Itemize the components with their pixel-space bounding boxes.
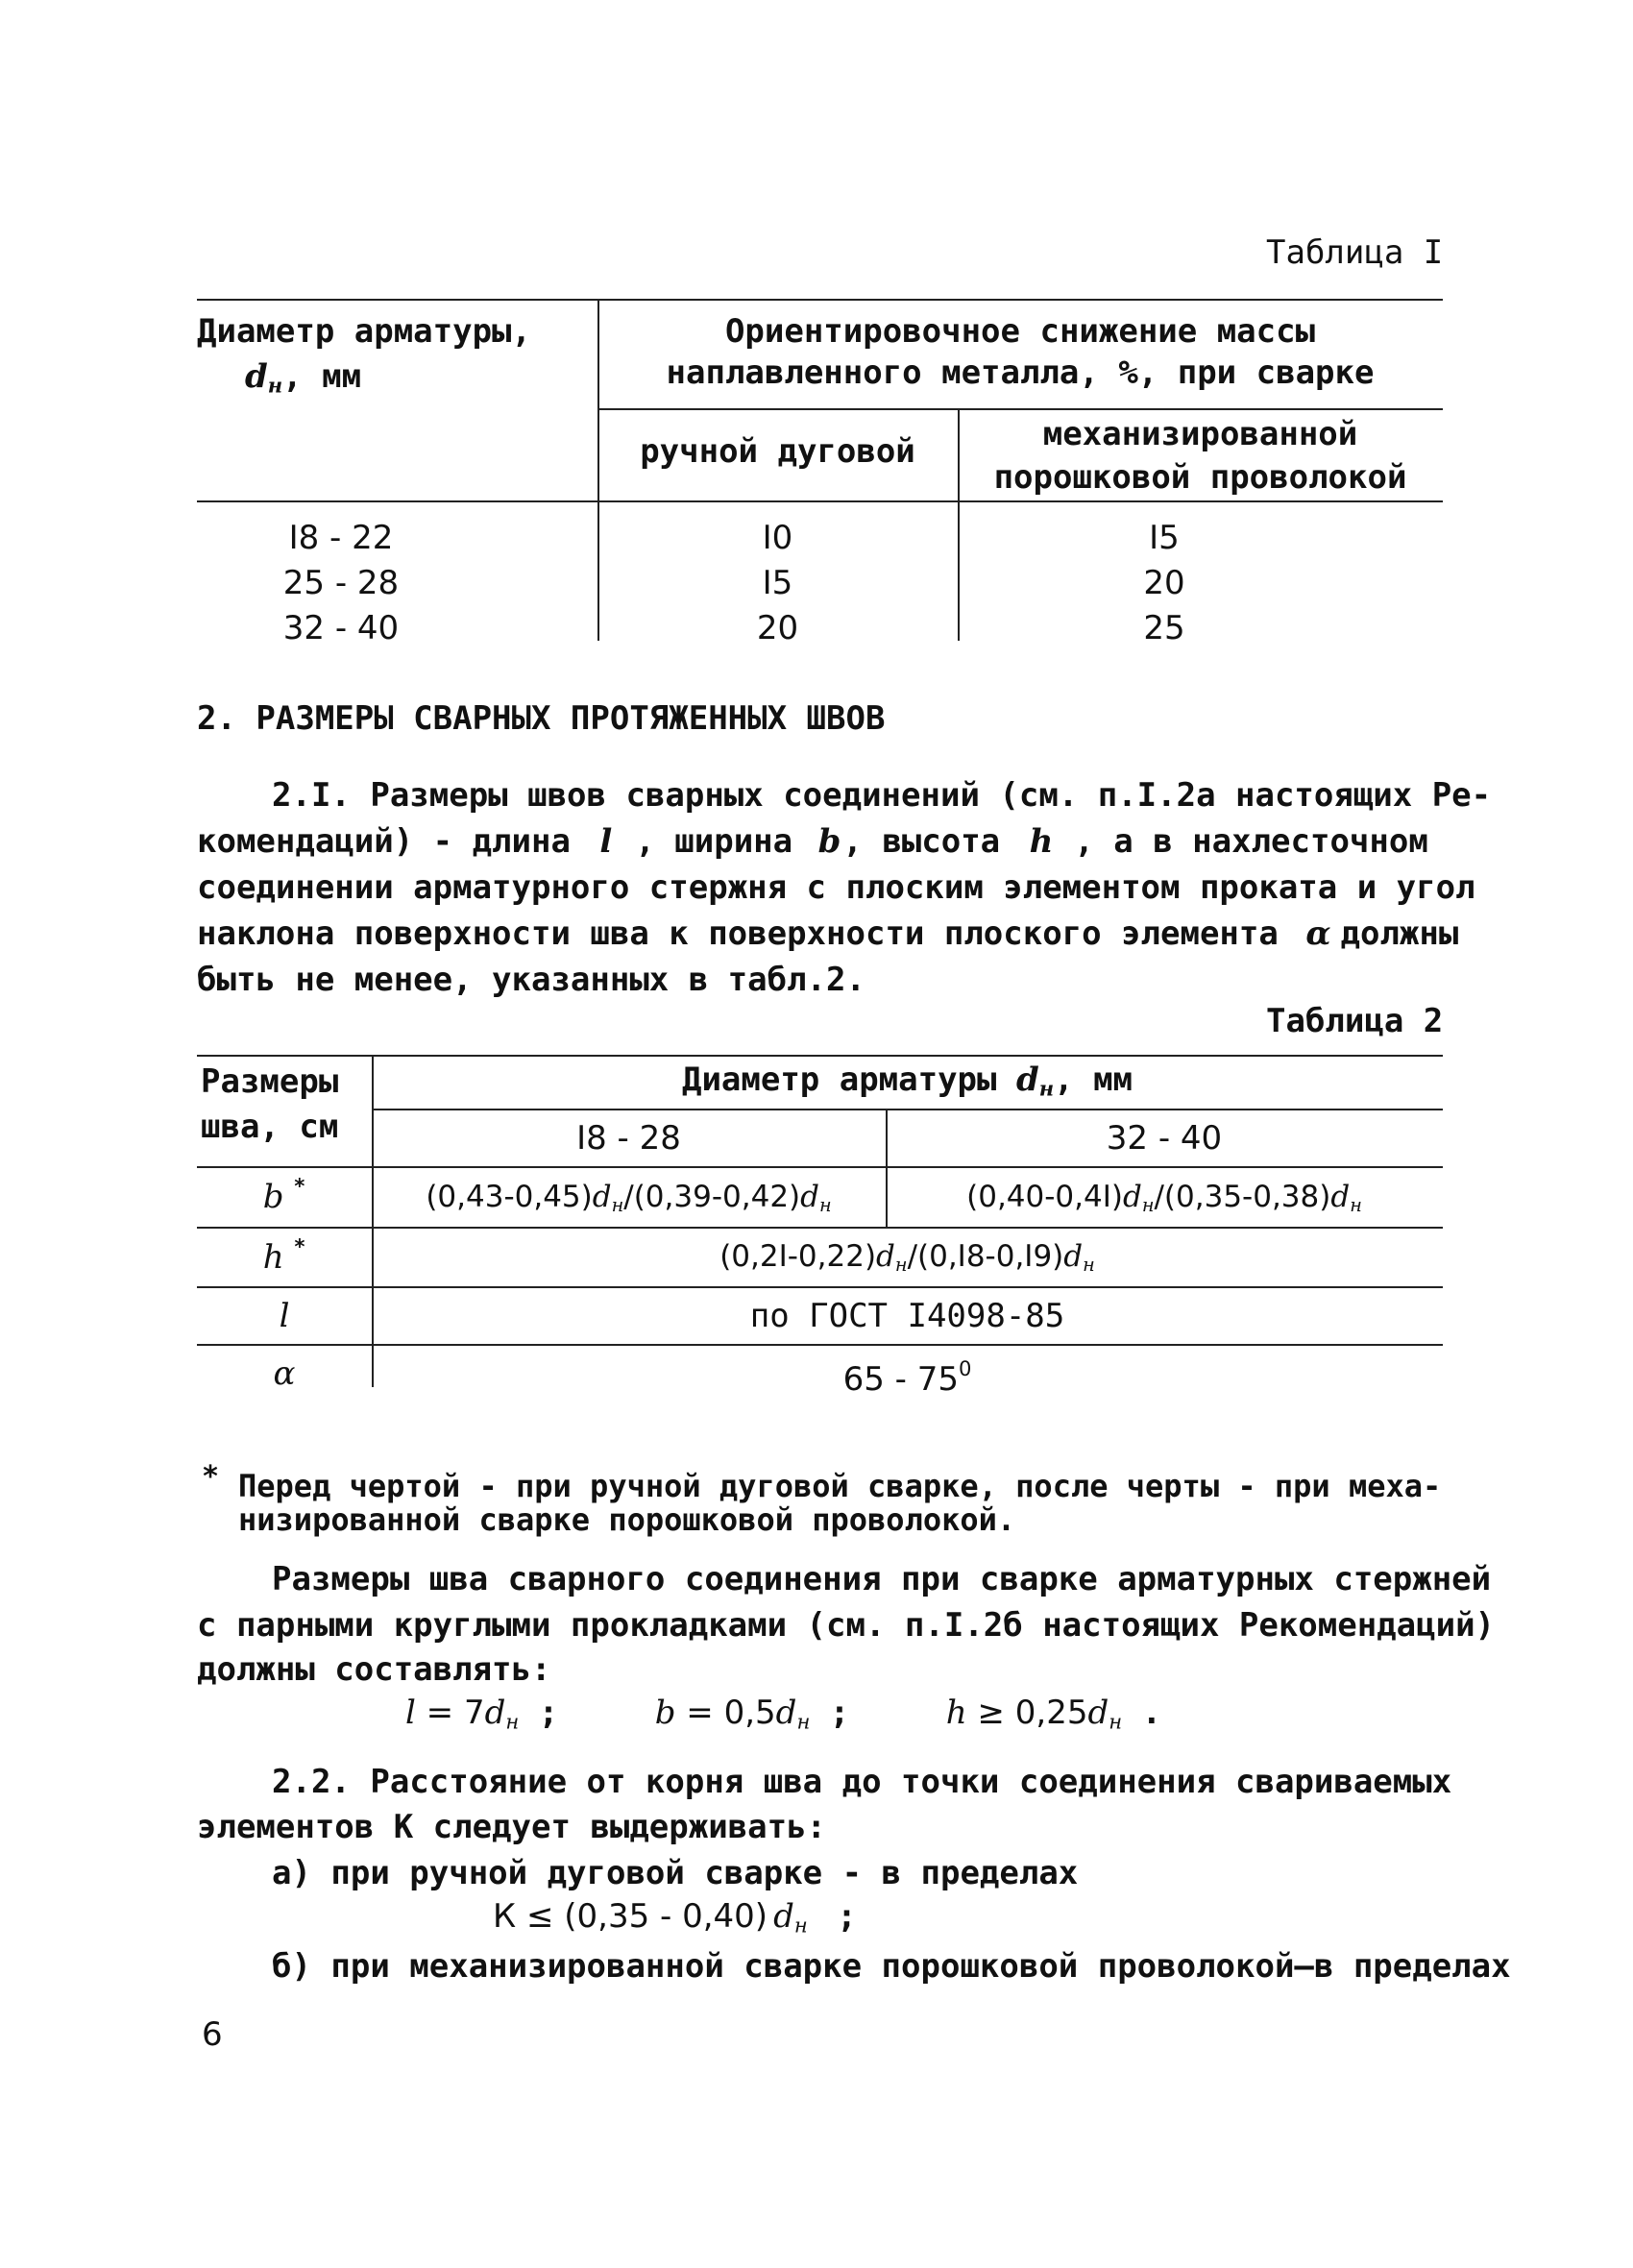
table1-col1-header-line2: [245, 357, 361, 397]
symbol-alpha: α: [1305, 915, 1331, 953]
symbol-d: d: [592, 1180, 612, 1214]
para-pads-line3: должны составлять:: [197, 1650, 551, 1689]
symbol-d: d: [1015, 1061, 1039, 1099]
table1-subheader-mech-line1: механизированной: [1042, 415, 1358, 453]
table1-row2-diameter: 25 - 28: [282, 564, 400, 602]
para21-line1: 2.I. Размеры швов сварных соединений (см. п.I.2а настоящих Ре-: [272, 776, 1492, 815]
table1-row3-mech: 25: [1143, 609, 1185, 647]
table2-col1-header-line1: Размеры: [201, 1062, 339, 1101]
para22-formula-a: [493, 1897, 857, 1937]
footnote-mark: *: [202, 1460, 220, 1494]
table1-subheader-rule: [597, 408, 1443, 410]
symbol-subscript: н: [1350, 1193, 1362, 1216]
table1-row2-manual: I5: [762, 564, 793, 602]
para21-line2: [197, 822, 1428, 861]
footnote-line2: низированной сварке порошковой проволокой.: [238, 1501, 1016, 1538]
degree-superscript: 0: [959, 1356, 972, 1380]
symbol-subscript: н: [267, 373, 283, 398]
symbol-d: d: [876, 1239, 895, 1274]
symbol-d: d: [245, 357, 268, 396]
formula-end: .: [1122, 1694, 1162, 1732]
symbol-d: d: [800, 1180, 819, 1214]
para21-line5: быть не менее, указанных в табл.2.: [197, 961, 865, 999]
symbol-subscript: н: [505, 1709, 520, 1734]
para21-text-c: , высота: [842, 822, 1001, 861]
symbol-h: h: [945, 1694, 967, 1732]
symbol-subscript: н: [894, 1253, 908, 1276]
para22-item-a: а) при ручной дуговой сварке - в пределах: [272, 1854, 1079, 1892]
symbol-subscript: н: [793, 1913, 808, 1938]
symbol-subscript: н: [1109, 1709, 1123, 1734]
formula-end: ;: [816, 1897, 857, 1936]
formula-text: = 7: [415, 1694, 485, 1732]
table1-caption: Таблица I: [1266, 233, 1444, 272]
symbol-alpha: α: [273, 1354, 296, 1393]
para-pads-line1: Размеры шва сварного соединения при сварке арматурных стержней: [272, 1560, 1492, 1598]
footnote-line1: Перед чертой - при ручной дуговой сварке, после черты - при меха-: [238, 1468, 1442, 1504]
formula-text: ≥ 0,25: [966, 1694, 1088, 1732]
table1-row3-diameter: 32 - 40: [282, 609, 400, 647]
symbol-subscript: н: [796, 1709, 811, 1734]
table2-col-divider-1: [372, 1055, 374, 1387]
symbol-d: d: [773, 1897, 794, 1936]
value-text: (0,2I-0,22): [719, 1239, 877, 1274]
para22-line1: 2.2. Расстояние от корня шва до точки соединения свариваемых: [272, 1763, 1452, 1801]
symbol-l: l: [279, 1297, 290, 1335]
formula-separator: ;: [519, 1694, 559, 1732]
table1-group-header-line1: Ориентировочное снижение массы: [724, 312, 1316, 351]
para22-item-b: б) при механизированной сварке порошковой проволокой—в пределах: [272, 1947, 1511, 1986]
value-text: /(0,39-0,42): [623, 1180, 801, 1214]
table2-row-b-value-2: [886, 1180, 1443, 1216]
symbol-d: d: [1330, 1180, 1351, 1214]
table2-row-h-value: [372, 1239, 1443, 1276]
footnote-star: *: [293, 1174, 306, 1198]
value-text: /(0,I8-0,I9): [907, 1239, 1064, 1274]
para21-text-f: должны: [1340, 915, 1459, 953]
para21-text-a: комендаций) - длина: [197, 822, 571, 861]
symbol-l: l: [405, 1694, 416, 1732]
table2-col1-header-line2: шва, см: [201, 1108, 339, 1146]
symbol-h: h: [1029, 822, 1054, 861]
symbol-d: d: [1063, 1239, 1084, 1274]
table2-row-h-label: [197, 1234, 372, 1277]
table2-row-l-value: по ГОСТ I4098-85: [749, 1297, 1065, 1335]
table1-col1-header-line1: Диаметр арматуры,: [197, 312, 531, 351]
para-pads-line2: с парными круглыми прокладками (см. п.I.2б настоящих Рекомендаций): [197, 1606, 1496, 1645]
table2-subheader-rule: [372, 1109, 1443, 1110]
value-text: /(0,35-0,38): [1154, 1180, 1331, 1214]
symbol-b: b: [262, 1177, 284, 1216]
symbol-subscript: н: [1083, 1253, 1095, 1276]
para22-line2: элементов К следует выдерживать:: [197, 1808, 827, 1846]
section-heading: 2. РАЗМЕРЫ СВАРНЫХ ПРОТЯЖЕННЫХ ШВОВ: [197, 699, 886, 738]
para-pads-formula: [405, 1694, 1161, 1733]
table2-group-header: [372, 1061, 1443, 1100]
symbol-subscript: н: [1038, 1076, 1055, 1101]
symbol-b: b: [817, 822, 841, 861]
symbol-subscript: н: [1141, 1193, 1155, 1216]
table1-subheader-manual: ручной дуговой: [640, 432, 915, 471]
page-number: 6: [202, 2015, 223, 2054]
table1-row2-mech: 20: [1143, 564, 1185, 602]
table1-header-bottom-rule: [197, 500, 1443, 502]
table1-row1-manual: I0: [762, 519, 793, 557]
table2-group-header-text: Диаметр арматуры: [681, 1061, 997, 1099]
unit-text: , мм: [282, 357, 362, 396]
table2-row-rule-1: [197, 1227, 1443, 1229]
value-text: 65 - 75: [842, 1359, 959, 1399]
symbol-h: h: [262, 1237, 284, 1277]
table2-group-header-unit: , мм: [1054, 1061, 1133, 1099]
table2-row-alpha-value: [372, 1356, 1443, 1399]
table2-range-2: 32 - 40: [1106, 1119, 1223, 1158]
table1-row3-manual: 20: [756, 609, 799, 647]
formula-text: К ≤ (0,35 - 0,40): [493, 1897, 768, 1936]
table2-row-l-label: [197, 1297, 372, 1335]
para21-line4: [197, 915, 1458, 953]
table2-row-b-label: [197, 1174, 372, 1216]
table2-row-b-value-1: [372, 1180, 886, 1216]
para21-line3: соединении арматурного стержня с плоским элементом проката и угол: [197, 868, 1475, 907]
table2-row-rule-3: [197, 1344, 1443, 1346]
table1-row1-diameter: I8 - 22: [288, 519, 394, 557]
symbol-subscript: н: [819, 1193, 832, 1216]
symbol-d: d: [484, 1694, 506, 1732]
symbol-d: d: [1122, 1180, 1142, 1214]
table1-top-rule: [197, 299, 1443, 301]
table2-top-rule: [197, 1055, 1443, 1057]
para21-text-b: , ширина: [635, 822, 793, 861]
symbol-b: b: [654, 1694, 676, 1732]
symbol-d: d: [775, 1694, 797, 1732]
value-text: (0,40-0,4I): [966, 1180, 1123, 1214]
symbol-l: l: [599, 822, 613, 861]
formula-separator: ;: [810, 1694, 850, 1732]
symbol-d: d: [1087, 1694, 1109, 1732]
value-text: (0,43-0,45): [426, 1180, 593, 1214]
table2-row-alpha-label: [197, 1354, 372, 1393]
para21-text-e: наклона поверхности шва к поверхности плоского элемента: [197, 915, 1279, 953]
table2-header-bottom-rule: [197, 1166, 1443, 1168]
para21-text-d: , а в нахлесточном: [1074, 822, 1428, 861]
table2-caption: Таблица 2: [1266, 1002, 1444, 1040]
table1-row1-mech: I5: [1149, 519, 1180, 557]
table2-row-rule-2: [197, 1286, 1443, 1288]
symbol-subscript: н: [611, 1193, 624, 1216]
formula-text: = 0,5: [675, 1694, 776, 1732]
footnote-star: *: [293, 1234, 306, 1258]
table1-group-header-line2: наплавленного металла, %, при сварке: [666, 354, 1375, 392]
table2-range-1: I8 - 28: [576, 1119, 681, 1158]
table1-subheader-mech-line2: порошковой проволокой: [993, 458, 1407, 497]
